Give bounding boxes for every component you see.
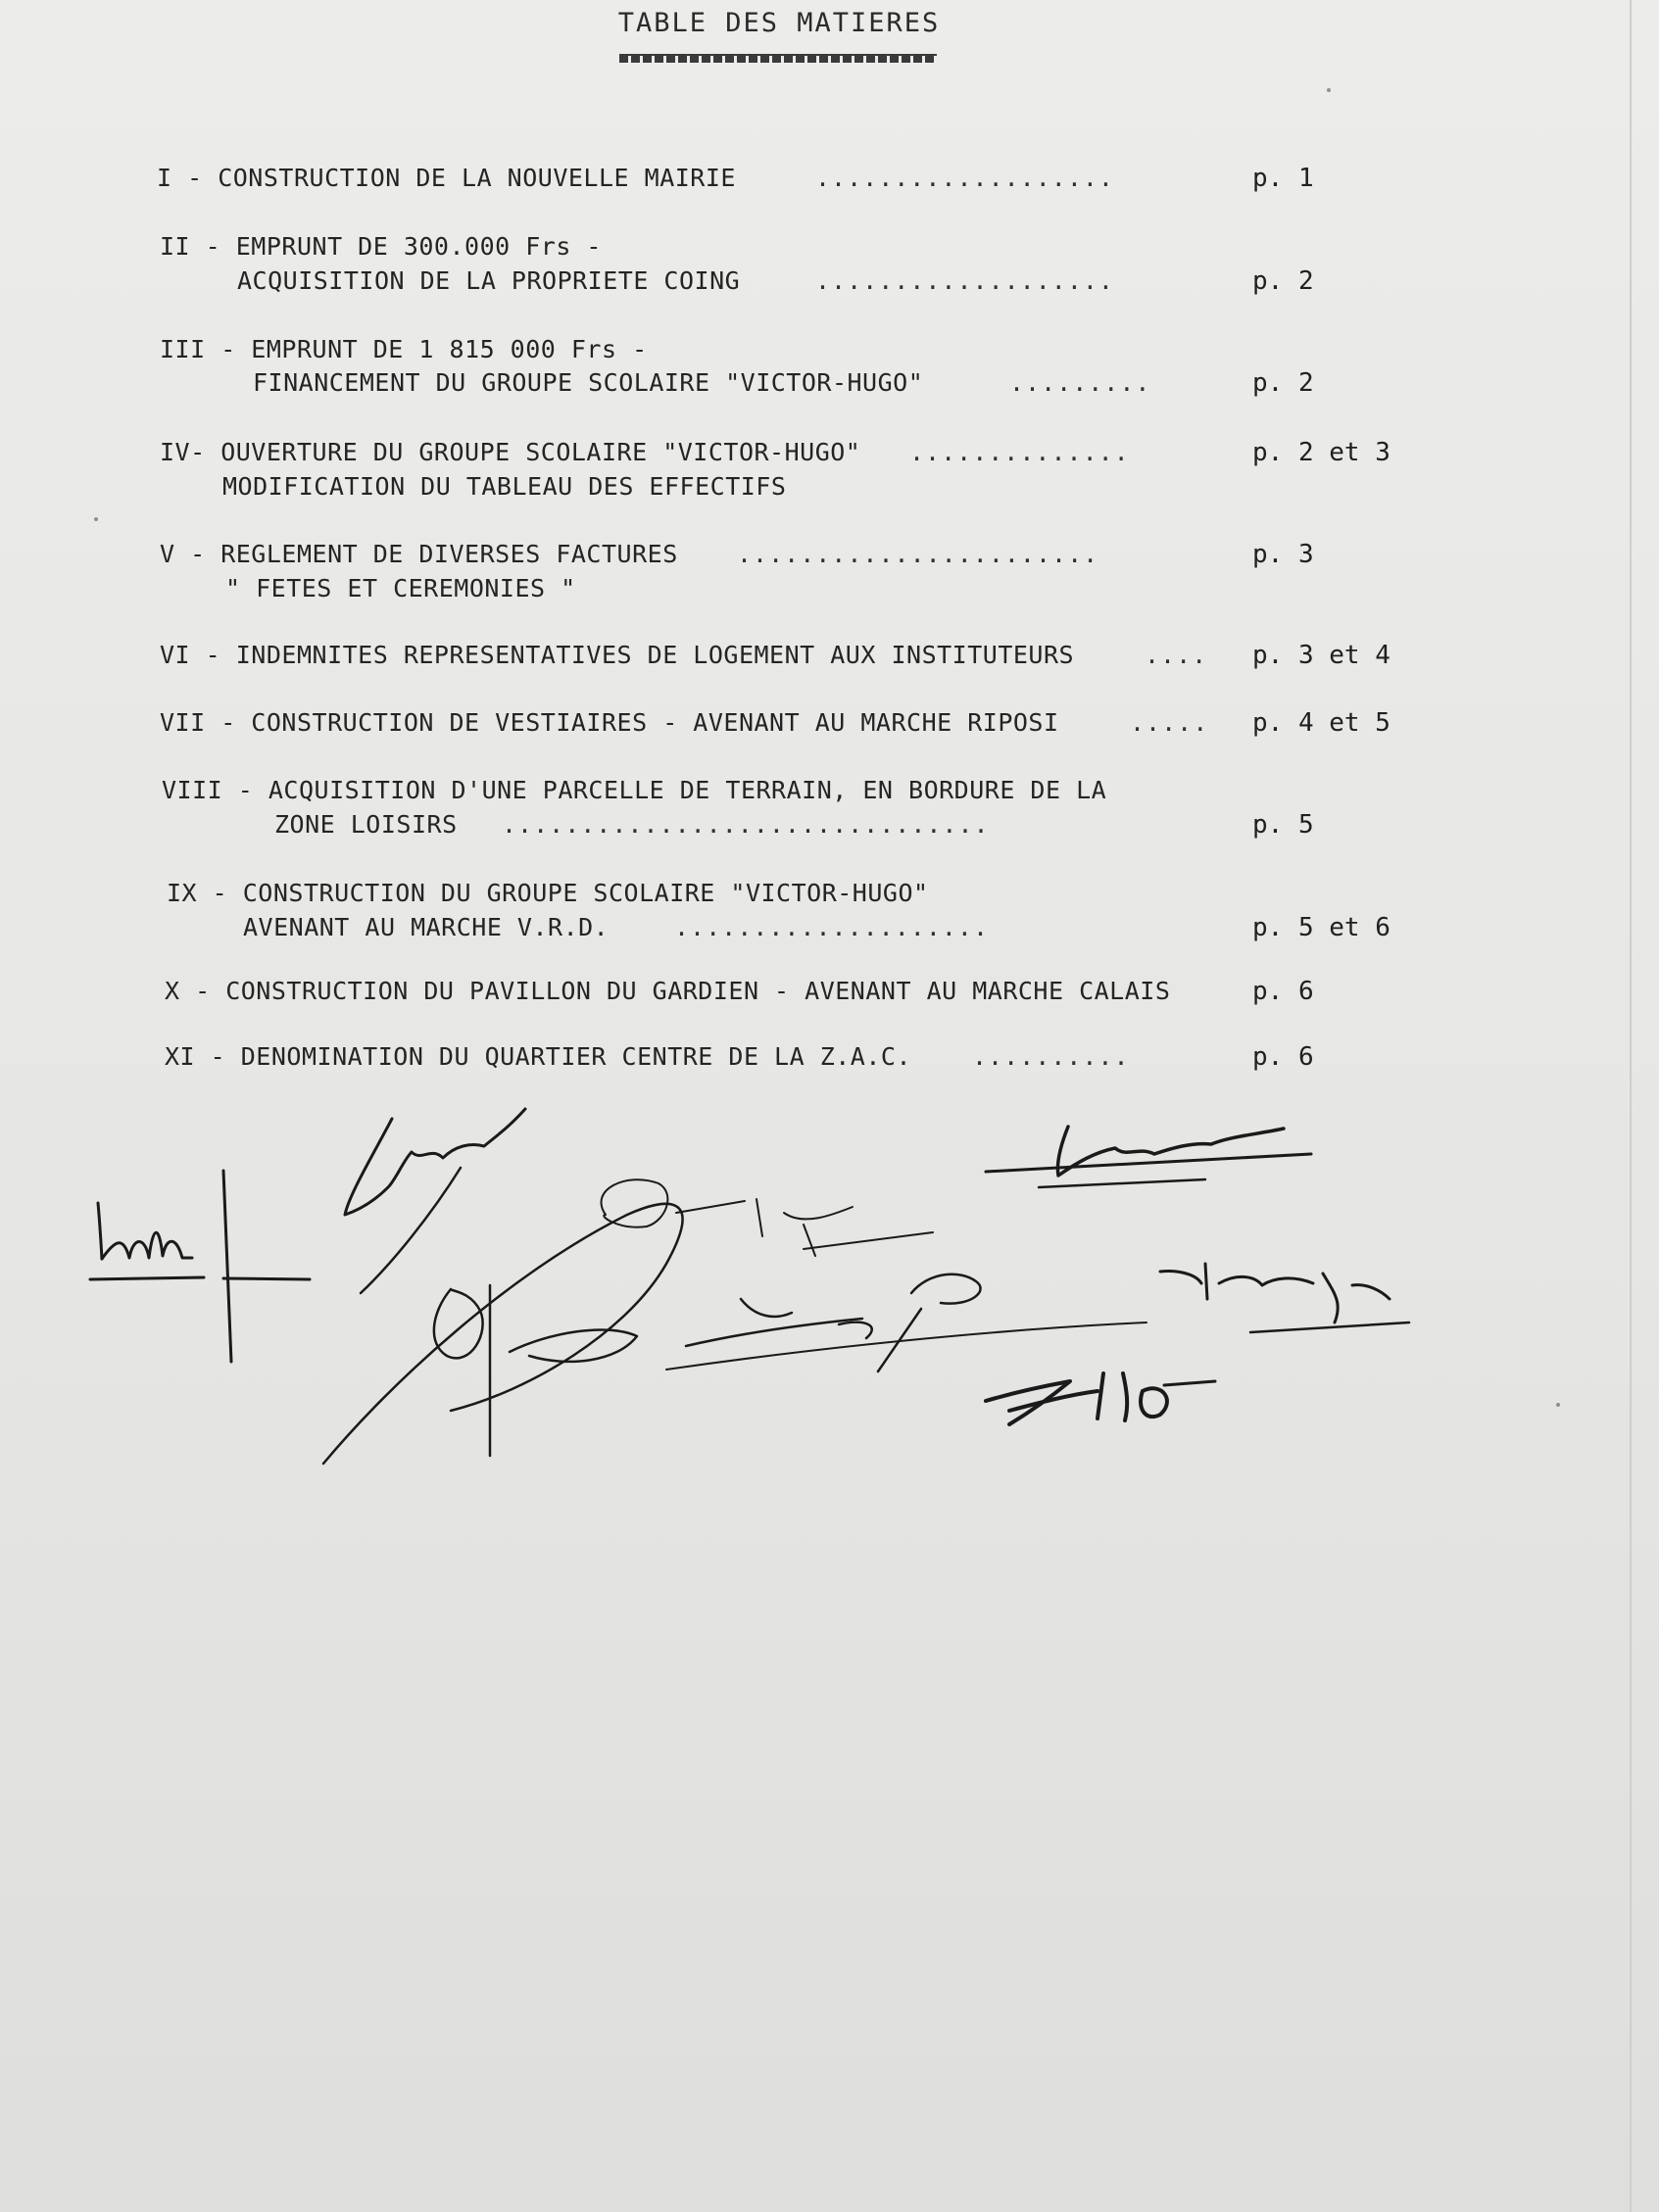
signature-8 xyxy=(986,1373,1215,1424)
toc-entry-6-line-1: VI - INDEMNITES REPRESENTATIVES DE LOGEMENT AUX INSTITUTEURS xyxy=(160,641,1075,669)
toc-leader-dots: ................... xyxy=(815,266,1114,295)
page-title: TABLE DES MATIERES xyxy=(617,8,941,38)
toc-entry-2-line-1: II - EMPRUNT DE 300.000 Frs - xyxy=(160,232,602,261)
toc-leader-dots: .......... xyxy=(972,1042,1130,1071)
toc-entry-10-line-1: X - CONSTRUCTION DU PAVILLON DU GARDIEN - AVENANT AU MARCHE CALAIS xyxy=(165,977,1171,1005)
signature-7 xyxy=(1160,1264,1409,1332)
toc-entry-8-line-2: ZONE LOISIRS xyxy=(274,810,458,839)
signature-2 xyxy=(345,1109,525,1293)
toc-entry-1-page: p. 1 xyxy=(1252,164,1314,193)
toc-entry-8-page: p. 5 xyxy=(1252,810,1314,840)
toc-leader-dots: ..... xyxy=(1130,708,1209,737)
toc-entry-10-page: p. 6 xyxy=(1252,977,1314,1006)
toc-entry-3-page: p. 2 xyxy=(1252,368,1314,398)
signature-1 xyxy=(90,1171,310,1362)
signature-5 xyxy=(323,1204,683,1464)
signature-4 xyxy=(602,1179,933,1256)
toc-entry-5-line-2: " FETES ET CEREMONIES " xyxy=(225,574,576,602)
toc-entry-2-page: p. 2 xyxy=(1252,266,1314,296)
paper-speck xyxy=(94,517,98,521)
toc-entry-9-line-1: IX - CONSTRUCTION DU GROUPE SCOLAIRE "VICTOR-HUGO" xyxy=(167,879,929,907)
toc-leader-dots: .............. xyxy=(909,438,1130,466)
toc-entry-9-page: p. 5 et 6 xyxy=(1252,913,1391,942)
toc-entry-4-line-1: IV- OUVERTURE DU GROUPE SCOLAIRE "VICTOR-HUGO" xyxy=(160,438,861,466)
toc-entry-7-line-1: VII - CONSTRUCTION DE VESTIAIRES - AVENANT AU MARCHE RIPOSI xyxy=(160,708,1059,737)
toc-leader-dots: .................... xyxy=(674,913,990,941)
toc-entry-1-line-1: I - CONSTRUCTION DE LA NOUVELLE MAIRIE xyxy=(157,164,736,192)
signature-3 xyxy=(986,1127,1311,1187)
toc-entry-11-page: p. 6 xyxy=(1252,1042,1314,1072)
toc-entry-11-line-1: XI - DENOMINATION DU QUARTIER CENTRE DE LA Z.A.C. xyxy=(165,1042,912,1071)
toc-leader-dots: .... xyxy=(1145,641,1208,669)
toc-entry-2-line-2: ACQUISITION DE LA PROPRIETE COING xyxy=(237,266,741,295)
toc-entry-3-line-2: FINANCEMENT DU GROUPE SCOLAIRE "VICTOR-HUGO" xyxy=(253,368,924,397)
toc-entry-4-page: p. 2 et 3 xyxy=(1252,438,1391,467)
paper-speck xyxy=(1556,1403,1560,1407)
toc-leader-dots: ................... xyxy=(815,164,1114,192)
signature-6 xyxy=(666,1274,1147,1371)
toc-entry-6-page: p. 3 et 4 xyxy=(1252,641,1391,670)
toc-entry-5-line-1: V - REGLEMENT DE DIVERSES FACTURES xyxy=(160,540,678,568)
toc-entry-8-line-1: VIII - ACQUISITION D'UNE PARCELLE DE TERRAIN, EN BORDURE DE LA xyxy=(162,776,1107,804)
toc-entry-7-page: p. 4 et 5 xyxy=(1252,708,1391,738)
toc-leader-dots: ....................... xyxy=(737,540,1099,568)
toc-entry-4-line-2: MODIFICATION DU TABLEAU DES EFFECTIFS xyxy=(222,472,787,501)
toc-entry-3-line-1: III - EMPRUNT DE 1 815 000 Frs - xyxy=(160,335,648,363)
paper-speck xyxy=(1327,88,1331,92)
toc-leader-dots: ............................... xyxy=(502,810,990,839)
toc-entry-9-line-2: AVENANT AU MARCHE V.R.D. xyxy=(243,913,610,941)
toc-entry-5-page: p. 3 xyxy=(1252,540,1314,569)
toc-leader-dots: ......... xyxy=(1009,368,1151,397)
